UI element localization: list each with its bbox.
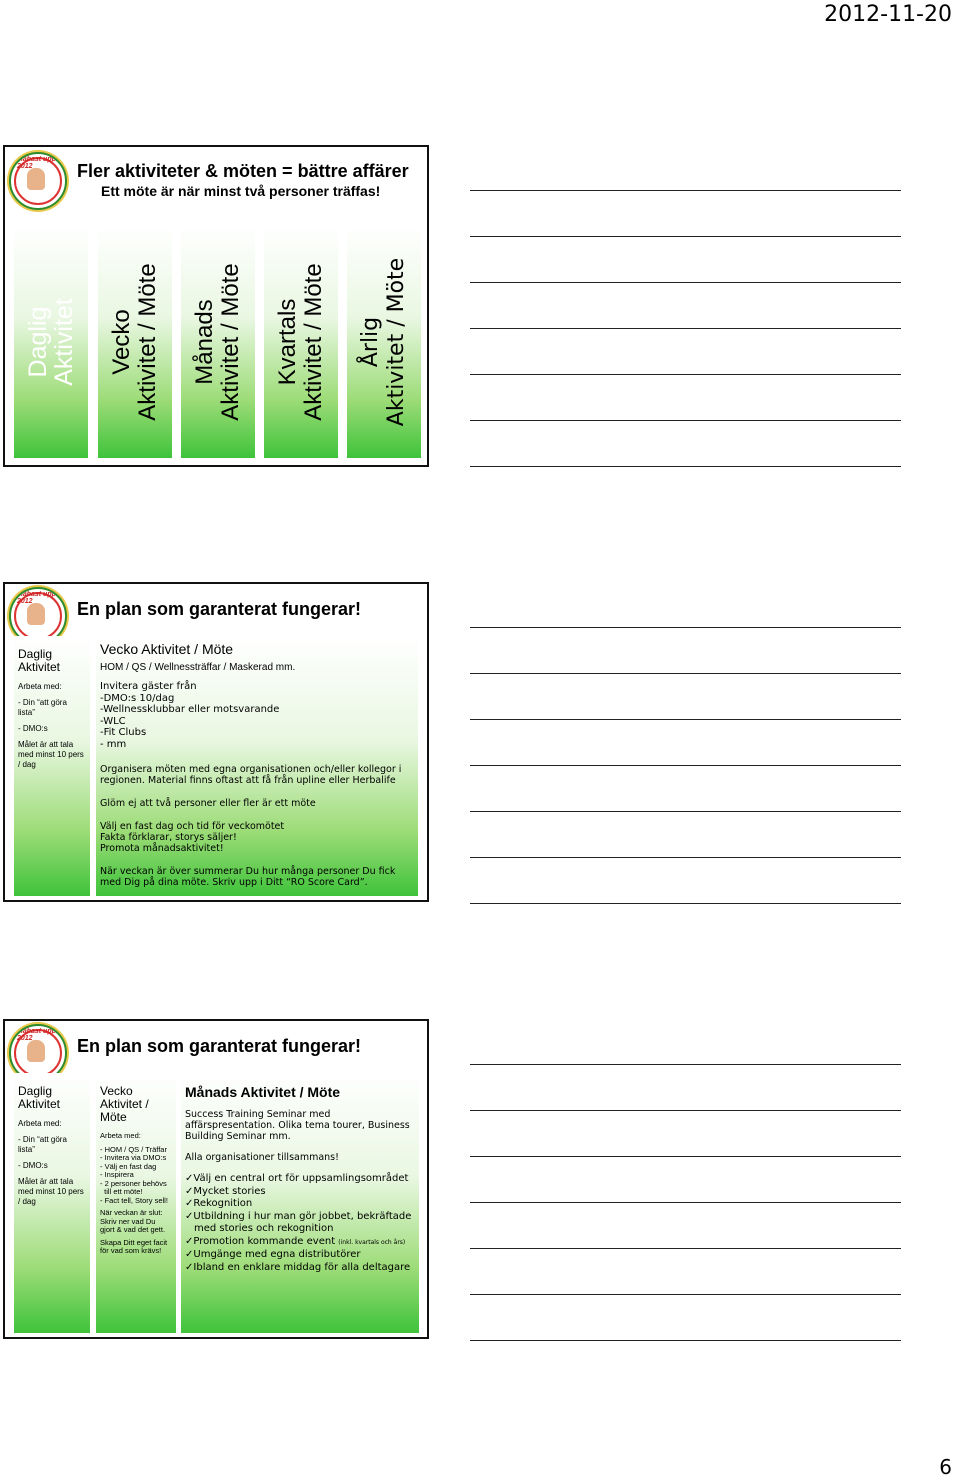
slide-title: En plan som garanterat fungerar! bbox=[77, 1036, 362, 1056]
note-line bbox=[470, 627, 901, 628]
slide-2 bbox=[3, 582, 429, 902]
note-line bbox=[470, 811, 901, 812]
note-line bbox=[470, 190, 901, 191]
note-line bbox=[470, 1064, 901, 1065]
column-kvartals: Kvartals Aktivitet / Möte bbox=[264, 225, 338, 458]
note-line bbox=[470, 903, 901, 904]
check-icon: ✓ bbox=[185, 1198, 194, 1209]
logo-icon: Måhast upp 2012 bbox=[9, 1024, 67, 1082]
note-line bbox=[470, 765, 901, 766]
column-manads: Månads Aktivitet / Möte bbox=[181, 225, 255, 458]
check-icon: ✓ bbox=[185, 1249, 194, 1260]
monthly-panel: Månads Aktivitet / Möte Success Training Seminar med affärspresentation. Olika tema tourer, Business Building Seminar mm. Alla organisationer tillsammans! ✓Välj en central ort för uppsamlingsområdet ✓Mycket stories ✓Rekognition ✓Utbildning i hur man gör jobbet, bekräftade med stories och rekognition ✓Promotion kommande event (inkl. kvartals och års) ✓Umgänge med egna distributörer ✓Ibland en enklare middag för alla deltagare bbox=[181, 1073, 419, 1333]
note-line bbox=[470, 236, 901, 237]
daily-panel: Daglig Aktivitet Arbeta med: - Din “att göra lista” - DMO:s Målet är att tala med minst 10 pers / dag bbox=[14, 636, 90, 896]
slide-title: En plan som garanterat fungerar! bbox=[77, 599, 362, 619]
note-line bbox=[470, 1294, 901, 1295]
logo-icon: Måhast upp 2012 bbox=[9, 152, 67, 210]
slide-3 bbox=[3, 1019, 429, 1339]
check-icon: ✓ bbox=[185, 1261, 194, 1273]
check-icon: ✓ bbox=[185, 1210, 194, 1222]
slide-title: Fler aktiviteter & möten = bättre affärer bbox=[77, 161, 409, 181]
weekly-panel: Vecko Aktivitet / Möte Arbeta med: - HOM / QS / Träffar - Invitera via DMO:s - Välj en fast dag - Inspirera - 2 personer behövs till ett möte! - Fact tell, Story sell! När veckan är slut: Skriv ner vad Du gjort & vad det gett. Skapa Ditt eget facit för vad som krävs! bbox=[96, 1073, 176, 1333]
note-line bbox=[470, 328, 901, 329]
note-line bbox=[470, 857, 901, 858]
slide-1 bbox=[3, 145, 429, 467]
note-line bbox=[470, 1110, 901, 1111]
note-line bbox=[470, 673, 901, 674]
column-arlig: Årlig Aktivitet / Möte bbox=[347, 225, 421, 458]
note-line bbox=[470, 1156, 901, 1157]
logo-icon: Måhast upp 2012 bbox=[9, 587, 67, 645]
page-number: 6 bbox=[939, 1455, 952, 1479]
note-line bbox=[470, 1340, 901, 1341]
column-daglig: Daglig Aktivitet bbox=[14, 225, 88, 458]
note-line bbox=[470, 719, 901, 720]
check-icon: ✓ bbox=[185, 1185, 194, 1197]
note-line bbox=[470, 1248, 901, 1249]
slide-subtitle: Ett möte är när minst två personer träffas! bbox=[101, 183, 381, 199]
note-line bbox=[470, 466, 901, 467]
note-line bbox=[470, 282, 901, 283]
check-icon: ✓ bbox=[185, 1173, 194, 1184]
daily-panel: Daglig Aktivitet Arbeta med: - Din “att göra lista” - DMO:s Målet är att tala med minst 10 pers / dag bbox=[14, 1073, 90, 1333]
note-line bbox=[470, 1202, 901, 1203]
check-icon: ✓ bbox=[185, 1235, 194, 1247]
date: 2012-11-20 bbox=[824, 2, 952, 27]
column-vecko: Vecko Aktivitet / Möte bbox=[98, 225, 172, 458]
weekly-panel: Vecko Aktivitet / Möte HOM / QS / Wellnessträffar / Maskerad mm. Invitera gäster från -DMO:s 10/dag -Wellnessklubbar eller motsvarande -WLC -Fit Clubs - mm Organisera möten med egna organisationen och/eller kollegor i regionen. Material finns oftast att få från upline eller Herbalife Glöm ej att två personer eller fler är ett möte Välj en fast dag och tid för veckomötet Fakta förklarar, storys säljer! Promota månadsaktivitet! När veckan är över summerar Du hur många personer Du fick med Dig på dina möte. Skriv upp i Ditt “RO Score Card”. bbox=[96, 636, 418, 896]
note-line bbox=[470, 420, 901, 421]
note-line bbox=[470, 374, 901, 375]
